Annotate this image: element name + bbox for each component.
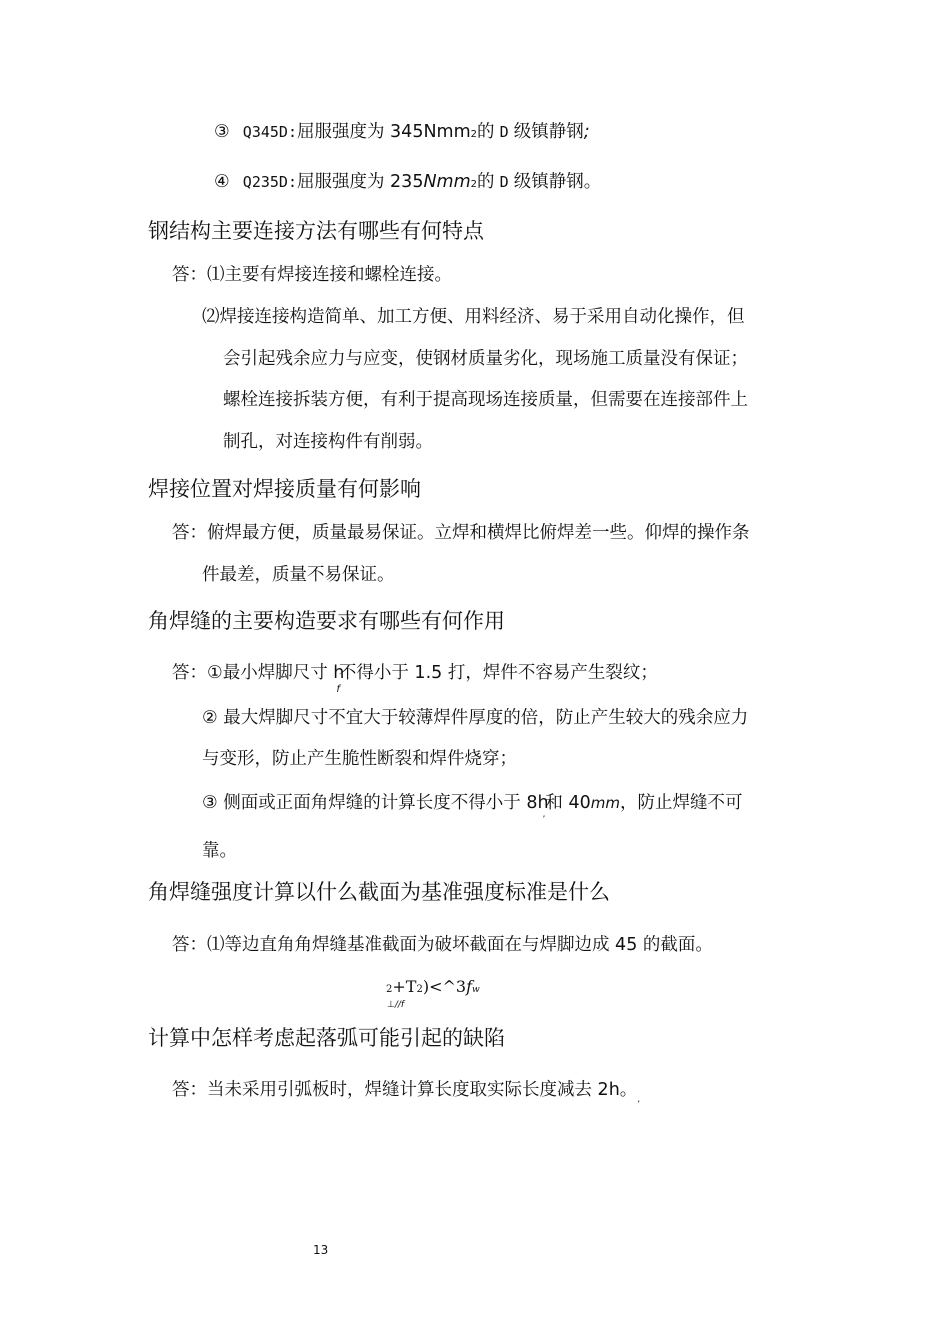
grade-letter: D [499, 173, 509, 191]
answer-line: 答：俯焊最方便，质量最易保证。立焊和横焊比俯焊差一些。仰焊的操作条 [172, 523, 750, 543]
steel-grade-code: Q345D: [242, 123, 297, 141]
formula-part: 2 [386, 984, 393, 995]
formula-part: w [471, 985, 480, 995]
question-heading-fillet-weld-requirements: 角焊缝的主要构造要求有哪些有何作用 [148, 609, 505, 633]
question-heading-strength-calculation: 角焊缝强度计算以什么截面为基准强度标准是什么 [148, 880, 610, 904]
subscript: ʼ [637, 1100, 641, 1110]
formula [386, 977, 480, 996]
text: 的 [477, 122, 495, 142]
grade-letter: D [499, 123, 509, 141]
question-heading-connections: 钢结构主要连接方法有哪些有何特点 [148, 219, 484, 243]
list-item-q235d [214, 168, 601, 193]
answer-line [202, 789, 743, 825]
text: 不得小于 1.5 打，焊件不容易产生裂纹； [338, 663, 658, 683]
text: 和 40 [545, 793, 591, 813]
answer-line: 与变形，防止产生脆性断裂和焊件烧穿； [202, 749, 517, 769]
answer-line: 螺栓连接拆装方便，有利于提高现场连接质量，但需要在连接部件上 [223, 390, 748, 410]
text: ③ 侧面或正面角焊缝的计算长度不得小于 8h [202, 793, 549, 813]
circled-number: ④ [214, 172, 230, 192]
answer-line: 靠。 [202, 841, 237, 861]
answer-line: 会引起残余应力与应变，使钢材质量劣化，现场施工质量没有保证； [223, 349, 748, 369]
list-item-q345d [214, 118, 590, 143]
question-heading-weld-position: 焊接位置对焊接质量有何影响 [148, 477, 421, 501]
formula-part: )<^3 [422, 977, 467, 996]
text: 的 [477, 172, 495, 192]
answer-line: 制孔，对连接构件有削弱。 [223, 432, 433, 452]
steel-grade-code: Q235D: [242, 173, 297, 191]
punctuation: ; [583, 122, 590, 142]
answer-line [172, 659, 658, 695]
subscript: 2 [470, 129, 478, 140]
text: 答：①最小焊脚尺寸 h [172, 663, 345, 683]
answer-line: ⑵焊接连接构造简单、加工方便、用料经济、易于采用自动化操作，但 [202, 307, 745, 327]
unit: Nmm [423, 172, 471, 192]
circled-number: ③ [214, 122, 230, 142]
answer-line [172, 1076, 641, 1110]
unit: mm [590, 794, 620, 812]
answer-line: 答：⑴等边直角角焊缝基准截面为破坏截面在与焊脚边成 45 的截面。 [172, 935, 713, 955]
formula-subscript: ⊥//f [387, 1000, 405, 1010]
text: 屈服强度为 345Nmm [296, 122, 471, 142]
question-heading-arc-defects: 计算中怎样考虑起落弧可能引起的缺陷 [148, 1026, 505, 1050]
subscript: ʼ [542, 815, 546, 825]
text: 级镇静钢。 [513, 172, 602, 192]
text: 屈服强度为 235 [296, 172, 424, 192]
text: 级镇静钢 [513, 122, 584, 142]
formula-part: 2 [416, 984, 423, 995]
text: 答：当未采用引弧板时，焊缝计算长度取实际长度减去 2h。 [172, 1080, 638, 1100]
subscript: f [336, 684, 340, 695]
subscript: 2 [470, 179, 478, 190]
answer-line: 件最差，质量不易保证。 [202, 565, 395, 585]
answer-line: 答：⑴主要有焊接连接和螺栓连接。 [172, 265, 452, 285]
page-number: 13 [313, 1243, 329, 1257]
answer-line: ② 最大焊脚尺寸不宜大于较薄焊件厚度的倍，防止产生较大的残余应力 [202, 708, 749, 728]
formula-part: +T [392, 977, 417, 996]
text: ，防止焊缝不可 [620, 793, 743, 813]
formula-part: f [466, 977, 472, 996]
